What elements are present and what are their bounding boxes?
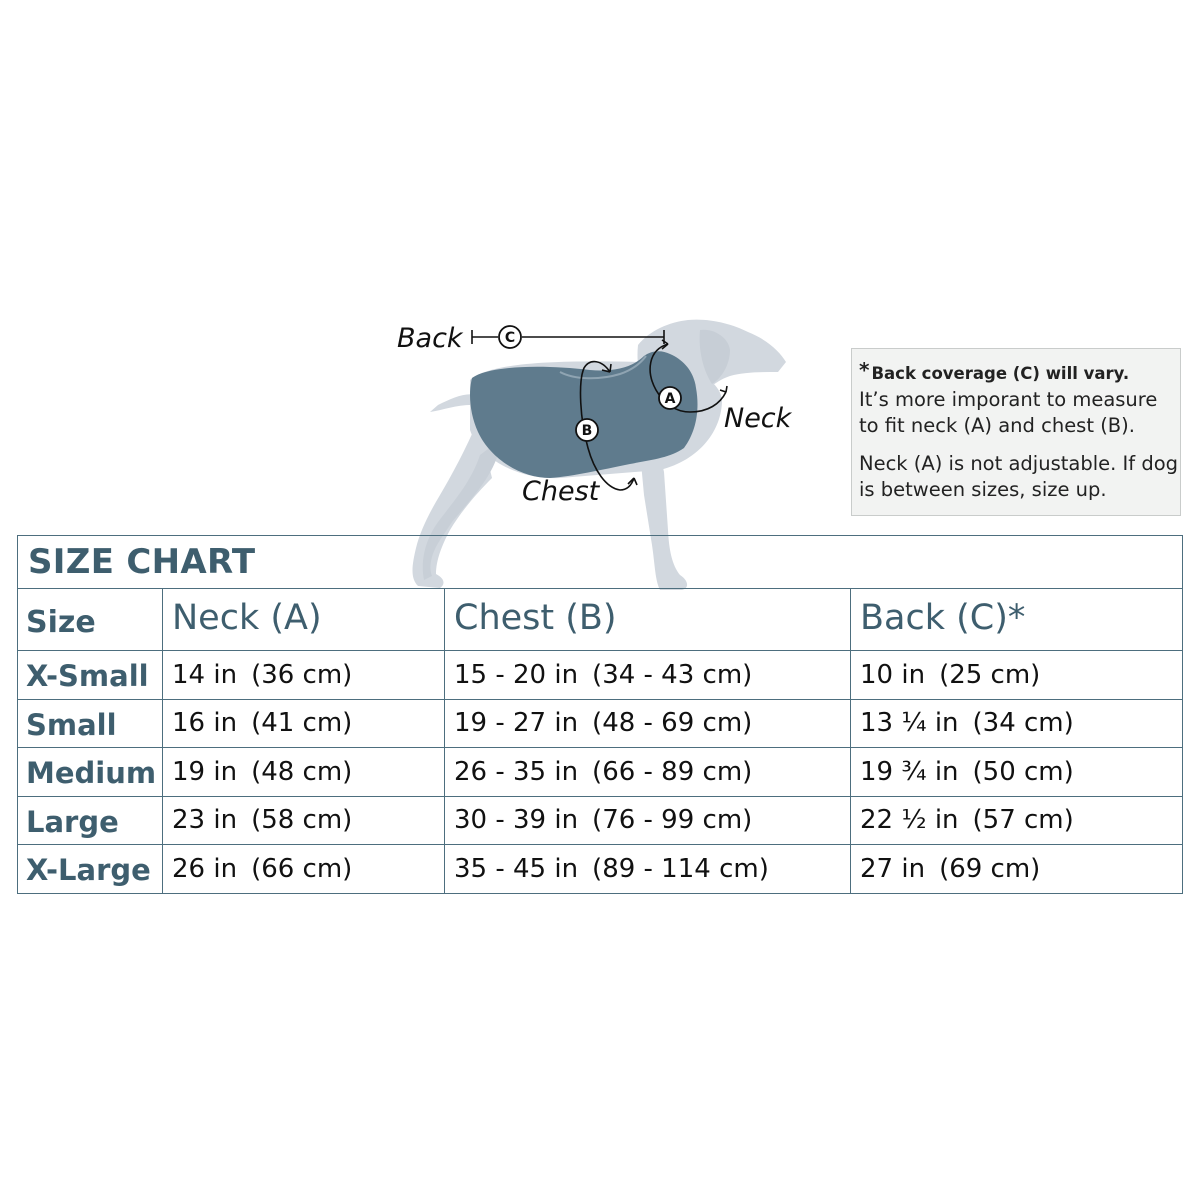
table-row [18,748,1183,797]
neck-value: 14 in (36 cm) [163,651,445,700]
table-title-cell [18,536,1183,589]
header-neck: Neck (A) [163,589,445,651]
back-value: 10 in (25 cm) [851,651,1183,700]
back-value: 13 ¼ in (34 cm) [851,699,1183,748]
marker-c-letter: C [504,330,516,346]
back-value: 27 in (69 cm) [851,845,1183,894]
note-heading-text: Back coverage (C) will vary. [871,364,1130,383]
note-line: Neck (A) is not adjustable. If dog [859,452,1179,475]
neck-value: 26 in (66 cm) [163,845,445,894]
size-name: Large [18,796,163,845]
back-coverage-note [851,348,1181,516]
note-paragraph-adjustable [859,451,1179,503]
back-label: Back [397,323,463,354]
header-size: Size [18,589,163,651]
size-name: X-Large [18,845,163,894]
table-header-row [18,589,1183,651]
note-line: is between sizes, size up. [859,478,1107,501]
table-row [18,651,1183,700]
neck-value: 16 in (41 cm) [163,699,445,748]
note-heading [859,357,1174,387]
table-row [18,796,1183,845]
note-line: It’s more imporant to measure [859,388,1158,411]
size-chart-table [17,535,1183,894]
chest-value: 26 - 35 in (66 - 89 cm) [445,748,851,797]
note-asterisk: * [859,358,870,382]
neck-value: 19 in (48 cm) [163,748,445,797]
header-back: Back (C)* [851,589,1183,651]
table-row [18,699,1183,748]
neck-value: 23 in (58 cm) [163,796,445,845]
note-line: to fit neck (A) and chest (B). [859,414,1135,437]
size-name: Small [18,699,163,748]
size-name: Medium [18,748,163,797]
neck-label: Neck [724,403,792,434]
back-value: 19 ¾ in (50 cm) [851,748,1183,797]
chest-label: Chest [522,476,600,507]
table-title: SIZE CHART [28,542,256,582]
header-chest: Chest (B) [445,589,851,651]
chest-value: 19 - 27 in (48 - 69 cm) [445,699,851,748]
back-value: 22 ½ in (57 cm) [851,796,1183,845]
table-row [18,845,1183,894]
size-name: X-Small [18,651,163,700]
marker-b-letter: B [581,423,593,439]
chest-value: 15 - 20 in (34 - 43 cm) [445,651,851,700]
note-paragraph-measure [859,387,1174,439]
table-title-row [18,536,1183,589]
marker-a-letter: A [664,391,676,407]
chest-value: 35 - 45 in (89 - 114 cm) [445,845,851,894]
chest-value: 30 - 39 in (76 - 99 cm) [445,796,851,845]
